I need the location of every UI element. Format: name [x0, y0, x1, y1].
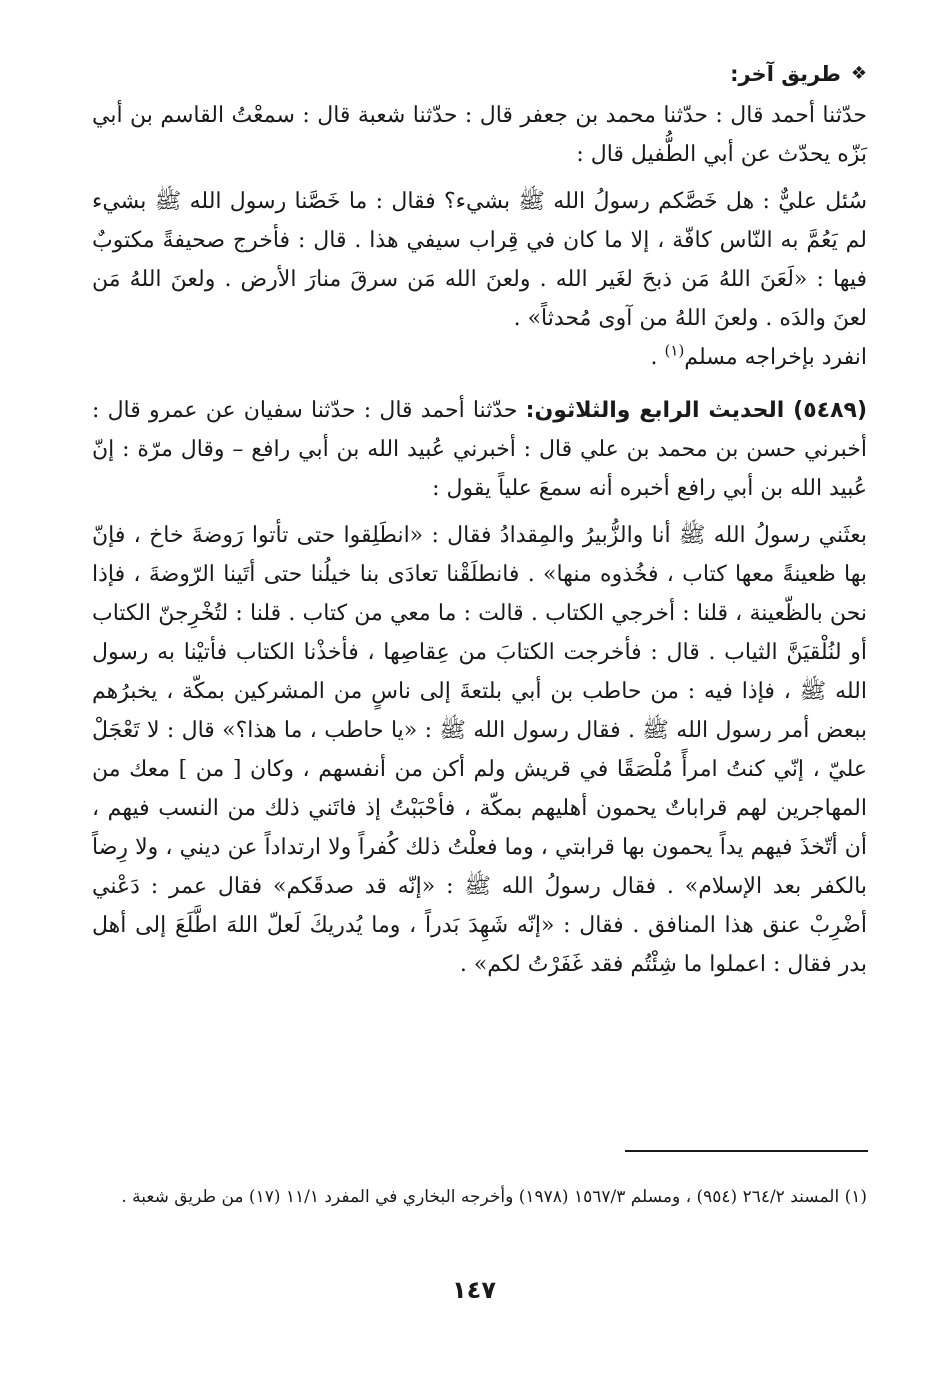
infarad-line [92, 338, 867, 377]
page-body [92, 52, 867, 984]
infarad-end: . [650, 345, 665, 370]
hadith-text-paragraph: سُئل عليٌّ : هل خَصَّكم رسولُ الله ﷺ بشيء؟ فقال : ما خَصَّنا رسول الله ﷺ بشيء لم يَعُمَّ به النّاس كافّة ، إلا ما كان في قِراب سيفي هذا . قال : فأخرج صحيفةً مكتوبٌ فيها : «لَعَنَ اللهُ مَن ذبحَ لغَير الله . ولعنَ الله مَن سرقَ منارَ الأرض . ولعنَ اللهُ مَن لعنَ والدَه . ولعنَ اللهُ من آوى مُحدثاً» . [92, 189, 868, 331]
infarad-text: انفرد بإخراجه مسلم [684, 345, 867, 370]
isnad-paragraph: حدّثنا أحمد قال : حدّثنا محمد بن جعفر قال : حدّثنا شعبة قال : سمعْتُ القاسم بن أبي بَزّه يحدّث عن أبي الطُّفيل قال : [92, 103, 867, 167]
footnote-divider [625, 1150, 868, 1152]
hadith-34-title: (٥٤٨٩) الحديث الرابع والثلاثون: [525, 398, 867, 423]
hadith-34-isnad: حدّثنا أحمد قال : حدّثنا سفيان عن عمرو قال : أخبرني حسن بن محمد بن علي قال : أخبرني عُبيد الله بن أبي رافع – وقال مرّة : إنّ عُبيد الله بن أبي رافع أخبره أنه سمعَ علياً يقول : [92, 398, 867, 501]
footnote: (١) المسند ٢٦٤/٢ (٩٥٤) ، ومسلم ١٥٦٧/٣ (١٩٧٨) وأخرجه البخاري في المفرد ١١/١ (١٧) من طريق شعبة . [121, 1187, 867, 1207]
hadith-34-text-paragraph: بعثَني رسولُ الله ﷺ أنا والزُّبيرُ والمِقدادُ فقال : «انطَلِقوا حتى تأتوا رَوضةَ خاخ ، فإنّ بها ظعينةً معها كتاب ، فخُذوه منها» . فانطلَقْنا تعادَى بنا خيلُنا حتى أتَينا الرّوضةَ ، فإذا نحن بالظّعينة ، قلنا : أخرجي الكتاب . قالت : ما معي من كتاب . قلنا : لتُخْرِجنّ الكتاب أو لنُلْقيَنَّ الثياب . قال : فأخرجت الكتابَ من عِقاصِها ، فأخذْنا الكتاب فأتيْنا به رسول الله ﷺ ، فإذا فيه : من حاطب بن أبي بلتعةَ إلى ناسٍ من المشركين بمكّة ، يخبرُهم ببعض أمر رسول الله ﷺ . فقال رسول الله ﷺ : «يا حاطب ، ما هذا؟» قال : لا تَعْجَلْ عليّ ، إنّي كنتُ امرأً مُلْصَقًا في قريش ولم أكن من أنفسهم ، وكان [ من ] معك من المهاجرين لهم قراباتٌ يحمون أهليهم بمكّة ، فأحْبَبْتُ إذ فاتَني ذلك من النسب فيهم ، أن أتّخذَ فيهم يداً يحمون بها قرابتي ، وما فعلْتُ ذلك كُفراً ولا ارتداداً عن ديني ، ولا رِضاً بالكفر بعد الإسلام» . فقال رسولُ الله ﷺ : «إنّه قد صدقَكم» فقال عمر : دَعْني أضْرِبْ عنق هذا المنافق . فقال : «إنّه شَهِدَ بَدراً ، وما يُدريكَ لَعلّ اللهَ اطَّلَعَ إلى أهل بدر فقال : اعملوا ما شِئْتُم فقد غَفَرْتُ لكم» . [92, 523, 867, 977]
section-heading [92, 52, 867, 96]
page-number: ١٤٧ [452, 1276, 496, 1304]
section-heading-text: طريق آخر: [730, 62, 841, 86]
diamond-bullet-icon: ❖ [850, 63, 867, 84]
footnote-reference[interactable]: (١) [664, 341, 685, 360]
hadith-34-header-paragraph [92, 391, 867, 508]
